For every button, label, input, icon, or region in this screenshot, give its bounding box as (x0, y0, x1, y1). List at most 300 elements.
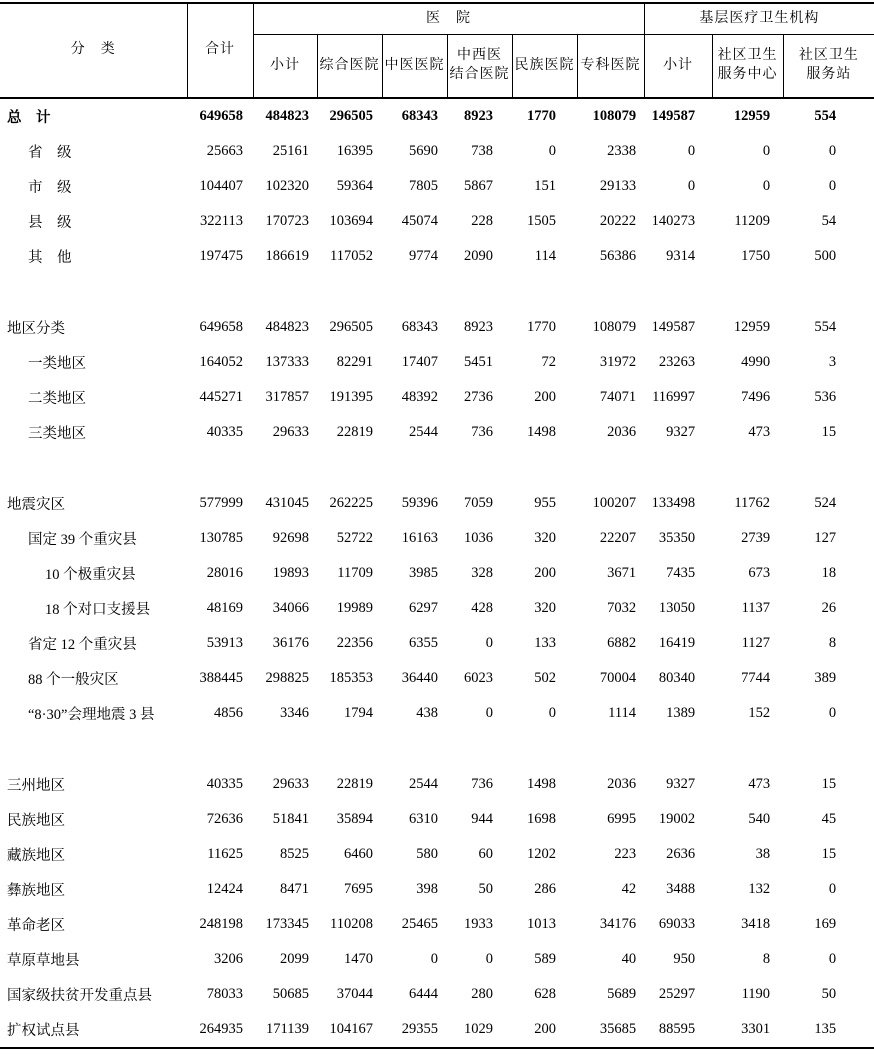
value-cell: 0 (762, 143, 771, 159)
value-cell: 484823 (265, 108, 309, 124)
header-community-station: 社区卫生 服务站 (783, 35, 874, 99)
value-cell: 262225 (329, 495, 373, 511)
value-cell: 6310 (409, 811, 438, 827)
value-cell: 280 (471, 986, 493, 1002)
value-cell: 15 (821, 776, 837, 792)
value-cell: 35350 (658, 530, 696, 546)
value-cell: 13050 (658, 600, 696, 616)
value-cell: 736 (471, 776, 493, 792)
value-cell: 673 (748, 565, 771, 581)
category-cell: 省 级 (28, 145, 72, 161)
value-cell: 130785 (199, 530, 243, 546)
header-group-hospital: 医 院 (253, 3, 644, 35)
value-cell: 554 (814, 319, 837, 335)
value-cell: 25297 (658, 986, 696, 1002)
value-cell: 5689 (607, 986, 637, 1002)
value-cell: 473 (748, 424, 771, 440)
value-cell: 1127 (741, 635, 771, 651)
table-row (0, 626, 874, 661)
value-cell: 133498 (651, 495, 696, 511)
value-cell: 48392 (401, 389, 438, 405)
value-cell: 398 (416, 881, 438, 897)
table-row (0, 521, 874, 556)
value-cell: 4856 (214, 705, 243, 721)
table-row (0, 591, 874, 626)
value-cell: 7744 (741, 670, 771, 686)
value-cell: 36440 (401, 670, 438, 686)
value-cell: 152 (748, 705, 771, 721)
value-cell: 8923 (464, 319, 493, 335)
value-cell: 23263 (658, 354, 696, 370)
header-group-primary-care: 基层医疗卫生机构 (644, 3, 874, 35)
category-cell: 市 级 (28, 180, 72, 196)
value-cell: 7435 (666, 565, 696, 581)
category-cell: 扩权试点县 (7, 1023, 80, 1039)
value-cell: 536 (814, 389, 837, 405)
value-cell: 170723 (265, 213, 309, 229)
value-cell: 45074 (401, 213, 438, 229)
value-cell: 50 (821, 986, 837, 1002)
value-cell: 70004 (599, 670, 637, 686)
value-cell: 0 (762, 178, 771, 194)
value-cell: 11762 (734, 495, 771, 511)
value-cell: 59364 (336, 178, 373, 194)
value-cell: 20222 (599, 213, 637, 229)
value-cell: 78033 (206, 986, 243, 1002)
value-cell: 173345 (265, 916, 309, 932)
value-cell: 37044 (336, 986, 373, 1002)
value-cell: 0 (828, 951, 837, 967)
value-cell: 2636 (666, 846, 696, 862)
category-cell: 省定 12 个重灾县 (28, 637, 137, 653)
value-cell: 12959 (733, 108, 771, 124)
value-cell: 944 (471, 811, 493, 827)
value-cell: 103694 (329, 213, 373, 229)
value-cell: 185353 (329, 670, 373, 686)
category-cell: 国定 39 个重灾县 (28, 532, 137, 548)
header-integrated-hospital: 中西医 结合医院 (447, 35, 512, 99)
value-cell: 502 (534, 670, 556, 686)
value-cell: 9327 (666, 424, 696, 440)
value-cell: 8525 (280, 846, 309, 862)
value-cell: 9774 (409, 248, 438, 264)
value-cell: 2544 (409, 424, 438, 440)
value-cell: 22356 (336, 635, 373, 651)
value-cell: 19989 (336, 600, 373, 616)
value-cell: 388445 (199, 670, 243, 686)
value-cell: 6882 (607, 635, 637, 651)
table-row (0, 837, 874, 872)
spacer-cell (0, 274, 874, 310)
value-cell: 7805 (409, 178, 438, 194)
table-row (0, 169, 874, 204)
value-cell: 3418 (741, 916, 771, 932)
value-cell: 248198 (199, 916, 243, 932)
value-cell: 19893 (272, 565, 309, 581)
value-cell: 22819 (336, 424, 373, 440)
value-cell: 11709 (337, 565, 373, 581)
value-cell: 577999 (199, 495, 243, 511)
value-cell: 589 (534, 951, 556, 967)
value-cell: 2099 (280, 951, 309, 967)
value-cell: 296505 (329, 319, 373, 335)
category-cell: 草原草地县 (7, 953, 80, 969)
value-cell: 484823 (265, 319, 309, 335)
value-cell: 649658 (199, 108, 243, 124)
value-cell: 15 (821, 846, 837, 862)
table-row (0, 556, 874, 591)
value-cell: 108079 (592, 319, 637, 335)
table-body (0, 98, 874, 1048)
table-row (0, 767, 874, 802)
value-cell: 29133 (599, 178, 637, 194)
value-cell: 26 (821, 600, 837, 616)
value-cell: 16163 (401, 530, 438, 546)
spacer-row (0, 731, 874, 767)
value-cell: 133 (534, 635, 556, 651)
value-cell: 116997 (652, 389, 696, 405)
header-category: 分 类 (0, 3, 187, 98)
value-cell: 72 (541, 354, 556, 370)
value-cell: 649658 (199, 319, 243, 335)
value-cell: 8471 (280, 881, 309, 897)
value-cell: 1698 (527, 811, 556, 827)
category-cell: 国家级扶贫开发重点县 (7, 988, 152, 1004)
value-cell: 3 (828, 354, 837, 370)
value-cell: 1114 (608, 705, 637, 721)
value-cell: 1036 (464, 530, 493, 546)
value-cell: 1498 (527, 424, 556, 440)
value-cell: 53913 (206, 635, 243, 651)
value-cell: 7695 (344, 881, 373, 897)
header-specialized-hospital: 专科医院 (577, 35, 644, 99)
value-cell: 25465 (401, 916, 438, 932)
value-cell: 7059 (464, 495, 493, 511)
value-cell: 1498 (527, 776, 556, 792)
value-cell: 1470 (344, 951, 373, 967)
value-cell: 0 (828, 705, 837, 721)
value-cell: 151 (534, 178, 556, 194)
spacer-cell (0, 731, 874, 767)
value-cell: 4990 (741, 354, 771, 370)
value-cell: 3985 (409, 565, 438, 581)
table-row (0, 977, 874, 1012)
category-cell: 藏族地区 (7, 848, 65, 864)
value-cell: 50 (478, 881, 493, 897)
table-row (0, 310, 874, 345)
value-cell: 54 (821, 213, 837, 229)
value-cell: 738 (471, 143, 493, 159)
value-cell: 137333 (265, 354, 309, 370)
value-cell: 102320 (265, 178, 309, 194)
header-hospital-subtotal: 小计 (253, 35, 317, 99)
value-cell: 45 (821, 811, 837, 827)
category-cell: 一类地区 (28, 356, 86, 372)
table-row (0, 204, 874, 239)
value-cell: 9327 (666, 776, 696, 792)
value-cell: 554 (814, 108, 837, 124)
value-cell: 1137 (741, 600, 771, 616)
value-cell: 6460 (344, 846, 373, 862)
value-cell: 191395 (329, 389, 373, 405)
value-cell: 38 (755, 846, 771, 862)
table-row (0, 239, 874, 274)
category-cell: 总 计 (7, 110, 51, 126)
category-cell: 其 他 (28, 250, 72, 266)
value-cell: 2338 (607, 143, 637, 159)
value-cell: 100207 (592, 495, 637, 511)
spacer-row (0, 274, 874, 310)
value-cell: 6023 (464, 670, 493, 686)
value-cell: 0 (430, 951, 438, 967)
value-cell: 1013 (527, 916, 556, 932)
category-cell: 10 个极重灾县 (45, 567, 136, 583)
value-cell: 164052 (199, 354, 243, 370)
table-row (0, 486, 874, 521)
table-row (0, 802, 874, 837)
category-cell: 18 个对口支援县 (45, 602, 151, 618)
value-cell: 15 (821, 424, 837, 440)
value-cell: 0 (485, 635, 493, 651)
value-cell: 228 (471, 213, 493, 229)
value-cell: 2736 (464, 389, 493, 405)
value-cell: 110208 (330, 916, 373, 932)
value-cell: 19002 (658, 811, 696, 827)
value-cell: 1389 (666, 705, 696, 721)
value-cell: 628 (534, 986, 556, 1002)
value-cell: 22819 (336, 776, 373, 792)
value-cell: 72636 (206, 811, 243, 827)
value-cell: 25161 (272, 143, 309, 159)
value-cell: 298825 (265, 670, 309, 686)
value-cell: 7032 (607, 600, 637, 616)
value-cell: 171139 (266, 1021, 309, 1037)
value-cell: 29355 (401, 1021, 438, 1037)
value-cell: 1505 (527, 213, 556, 229)
value-cell: 0 (828, 143, 837, 159)
value-cell: 8 (762, 951, 771, 967)
value-cell: 389 (814, 670, 837, 686)
value-cell: 11625 (207, 846, 243, 862)
value-cell: 16419 (658, 635, 696, 651)
value-cell: 950 (673, 951, 696, 967)
value-cell: 50685 (272, 986, 309, 1002)
value-cell: 114 (534, 248, 556, 264)
value-cell: 6995 (607, 811, 637, 827)
value-cell: 80340 (658, 670, 696, 686)
value-cell: 322113 (200, 213, 243, 229)
table-row (0, 696, 874, 731)
table-row (0, 872, 874, 907)
value-cell: 0 (687, 143, 696, 159)
value-cell: 580 (416, 846, 438, 862)
value-cell: 48169 (206, 600, 243, 616)
value-cell: 438 (416, 705, 438, 721)
table-row (0, 415, 874, 450)
value-cell: 34176 (599, 916, 637, 932)
value-cell: 11209 (734, 213, 771, 229)
document-page (0, 2, 874, 1054)
value-cell: 132 (748, 881, 771, 897)
value-cell: 8 (828, 635, 837, 651)
value-cell: 6355 (409, 635, 438, 651)
value-cell: 25663 (206, 143, 243, 159)
value-cell: 197475 (199, 248, 243, 264)
value-cell: 2036 (607, 776, 637, 792)
value-cell: 52722 (336, 530, 373, 546)
category-cell: 88 个一般灾区 (28, 672, 119, 688)
value-cell: 68343 (401, 319, 438, 335)
category-cell: 民族地区 (7, 813, 65, 829)
value-cell: 68343 (401, 108, 438, 124)
value-cell: 51841 (272, 811, 309, 827)
value-cell: 6297 (409, 600, 438, 616)
value-cell: 0 (485, 705, 493, 721)
category-cell: “8·30”会理地震 3 县 (28, 707, 155, 723)
table-row (0, 1012, 874, 1048)
value-cell: 1190 (741, 986, 771, 1002)
value-cell: 135 (814, 1021, 837, 1037)
header-community-center: 社区卫生 服务中心 (712, 35, 783, 99)
value-cell: 28016 (206, 565, 243, 581)
value-cell: 3301 (741, 1021, 771, 1037)
value-cell: 1770 (527, 108, 556, 124)
spacer-row (0, 450, 874, 486)
value-cell: 56386 (599, 248, 637, 264)
value-cell: 29633 (272, 776, 309, 792)
value-cell: 200 (534, 565, 556, 581)
value-cell: 9314 (666, 248, 696, 264)
value-cell: 1933 (464, 916, 493, 932)
value-cell: 59396 (401, 495, 438, 511)
value-cell: 200 (534, 1021, 556, 1037)
value-cell: 127 (814, 530, 837, 546)
header-general-hospital: 综合医院 (317, 35, 382, 99)
value-cell: 22207 (599, 530, 637, 546)
value-cell: 296505 (329, 108, 373, 124)
table-row (0, 907, 874, 942)
value-cell: 0 (548, 143, 556, 159)
table-row (0, 98, 874, 134)
value-cell: 3206 (214, 951, 243, 967)
value-cell: 3346 (280, 705, 309, 721)
value-cell: 500 (814, 248, 837, 264)
value-cell: 1750 (741, 248, 771, 264)
value-cell: 40 (621, 951, 637, 967)
category-cell: 县 级 (28, 215, 72, 231)
value-cell: 149587 (651, 108, 696, 124)
value-cell: 200 (534, 389, 556, 405)
value-cell: 1794 (344, 705, 373, 721)
value-cell: 1770 (527, 319, 556, 335)
value-cell: 428 (471, 600, 493, 616)
table-row (0, 345, 874, 380)
table-row (0, 661, 874, 696)
value-cell: 3671 (607, 565, 637, 581)
category-cell: 地震灾区 (7, 497, 65, 513)
value-cell: 92698 (272, 530, 309, 546)
value-cell: 0 (828, 881, 837, 897)
value-cell: 2036 (607, 424, 637, 440)
value-cell: 186619 (265, 248, 309, 264)
value-cell: 16395 (336, 143, 373, 159)
value-cell: 2544 (409, 776, 438, 792)
category-cell: 地区分类 (7, 321, 65, 337)
value-cell: 36176 (272, 635, 309, 651)
value-cell: 0 (828, 178, 837, 194)
value-cell: 5451 (464, 354, 493, 370)
value-cell: 42 (621, 881, 637, 897)
value-cell: 5690 (409, 143, 438, 159)
value-cell: 2739 (741, 530, 771, 546)
value-cell: 31972 (599, 354, 637, 370)
value-cell: 17407 (401, 354, 438, 370)
value-cell: 317857 (265, 389, 309, 405)
value-cell: 104167 (329, 1021, 373, 1037)
table-row (0, 134, 874, 169)
value-cell: 40335 (206, 776, 243, 792)
value-cell: 5867 (464, 178, 493, 194)
value-cell: 8923 (464, 108, 493, 124)
value-cell: 6444 (409, 986, 438, 1002)
value-cell: 12424 (206, 881, 243, 897)
value-cell: 445271 (199, 389, 243, 405)
value-cell: 35685 (599, 1021, 637, 1037)
value-cell: 12959 (733, 319, 771, 335)
value-cell: 328 (471, 565, 493, 581)
value-cell: 74071 (599, 389, 637, 405)
value-cell: 169 (814, 916, 837, 932)
value-cell: 540 (748, 811, 771, 827)
value-cell: 736 (471, 424, 493, 440)
category-cell: 彝族地区 (7, 883, 65, 899)
category-cell: 革命老区 (7, 918, 65, 934)
value-cell: 2090 (464, 248, 493, 264)
value-cell: 117052 (330, 248, 373, 264)
value-cell: 223 (614, 846, 637, 862)
value-cell: 955 (534, 495, 556, 511)
table-header (0, 3, 874, 98)
value-cell: 40335 (206, 424, 243, 440)
value-cell: 473 (748, 776, 771, 792)
value-cell: 0 (548, 705, 556, 721)
category-cell: 三州地区 (7, 778, 65, 794)
table-row (0, 942, 874, 977)
header-ethnic-hospital: 民族医院 (512, 35, 577, 99)
value-cell: 524 (814, 495, 837, 511)
category-cell: 二类地区 (28, 391, 86, 407)
value-cell: 104407 (199, 178, 243, 194)
value-cell: 34066 (272, 600, 309, 616)
value-cell: 1202 (527, 846, 556, 862)
value-cell: 431045 (265, 495, 309, 511)
value-cell: 0 (485, 951, 493, 967)
statistics-table (0, 2, 874, 1049)
value-cell: 0 (687, 178, 696, 194)
header-tcm-hospital: 中医医院 (382, 35, 447, 99)
value-cell: 1029 (464, 1021, 493, 1037)
value-cell: 18 (821, 565, 837, 581)
value-cell: 69033 (658, 916, 696, 932)
value-cell: 320 (534, 600, 556, 616)
category-cell: 三类地区 (28, 426, 86, 442)
value-cell: 7496 (741, 389, 771, 405)
spacer-cell (0, 450, 874, 486)
value-cell: 320 (534, 530, 556, 546)
value-cell: 29633 (272, 424, 309, 440)
value-cell: 149587 (651, 319, 696, 335)
value-cell: 35894 (336, 811, 373, 827)
